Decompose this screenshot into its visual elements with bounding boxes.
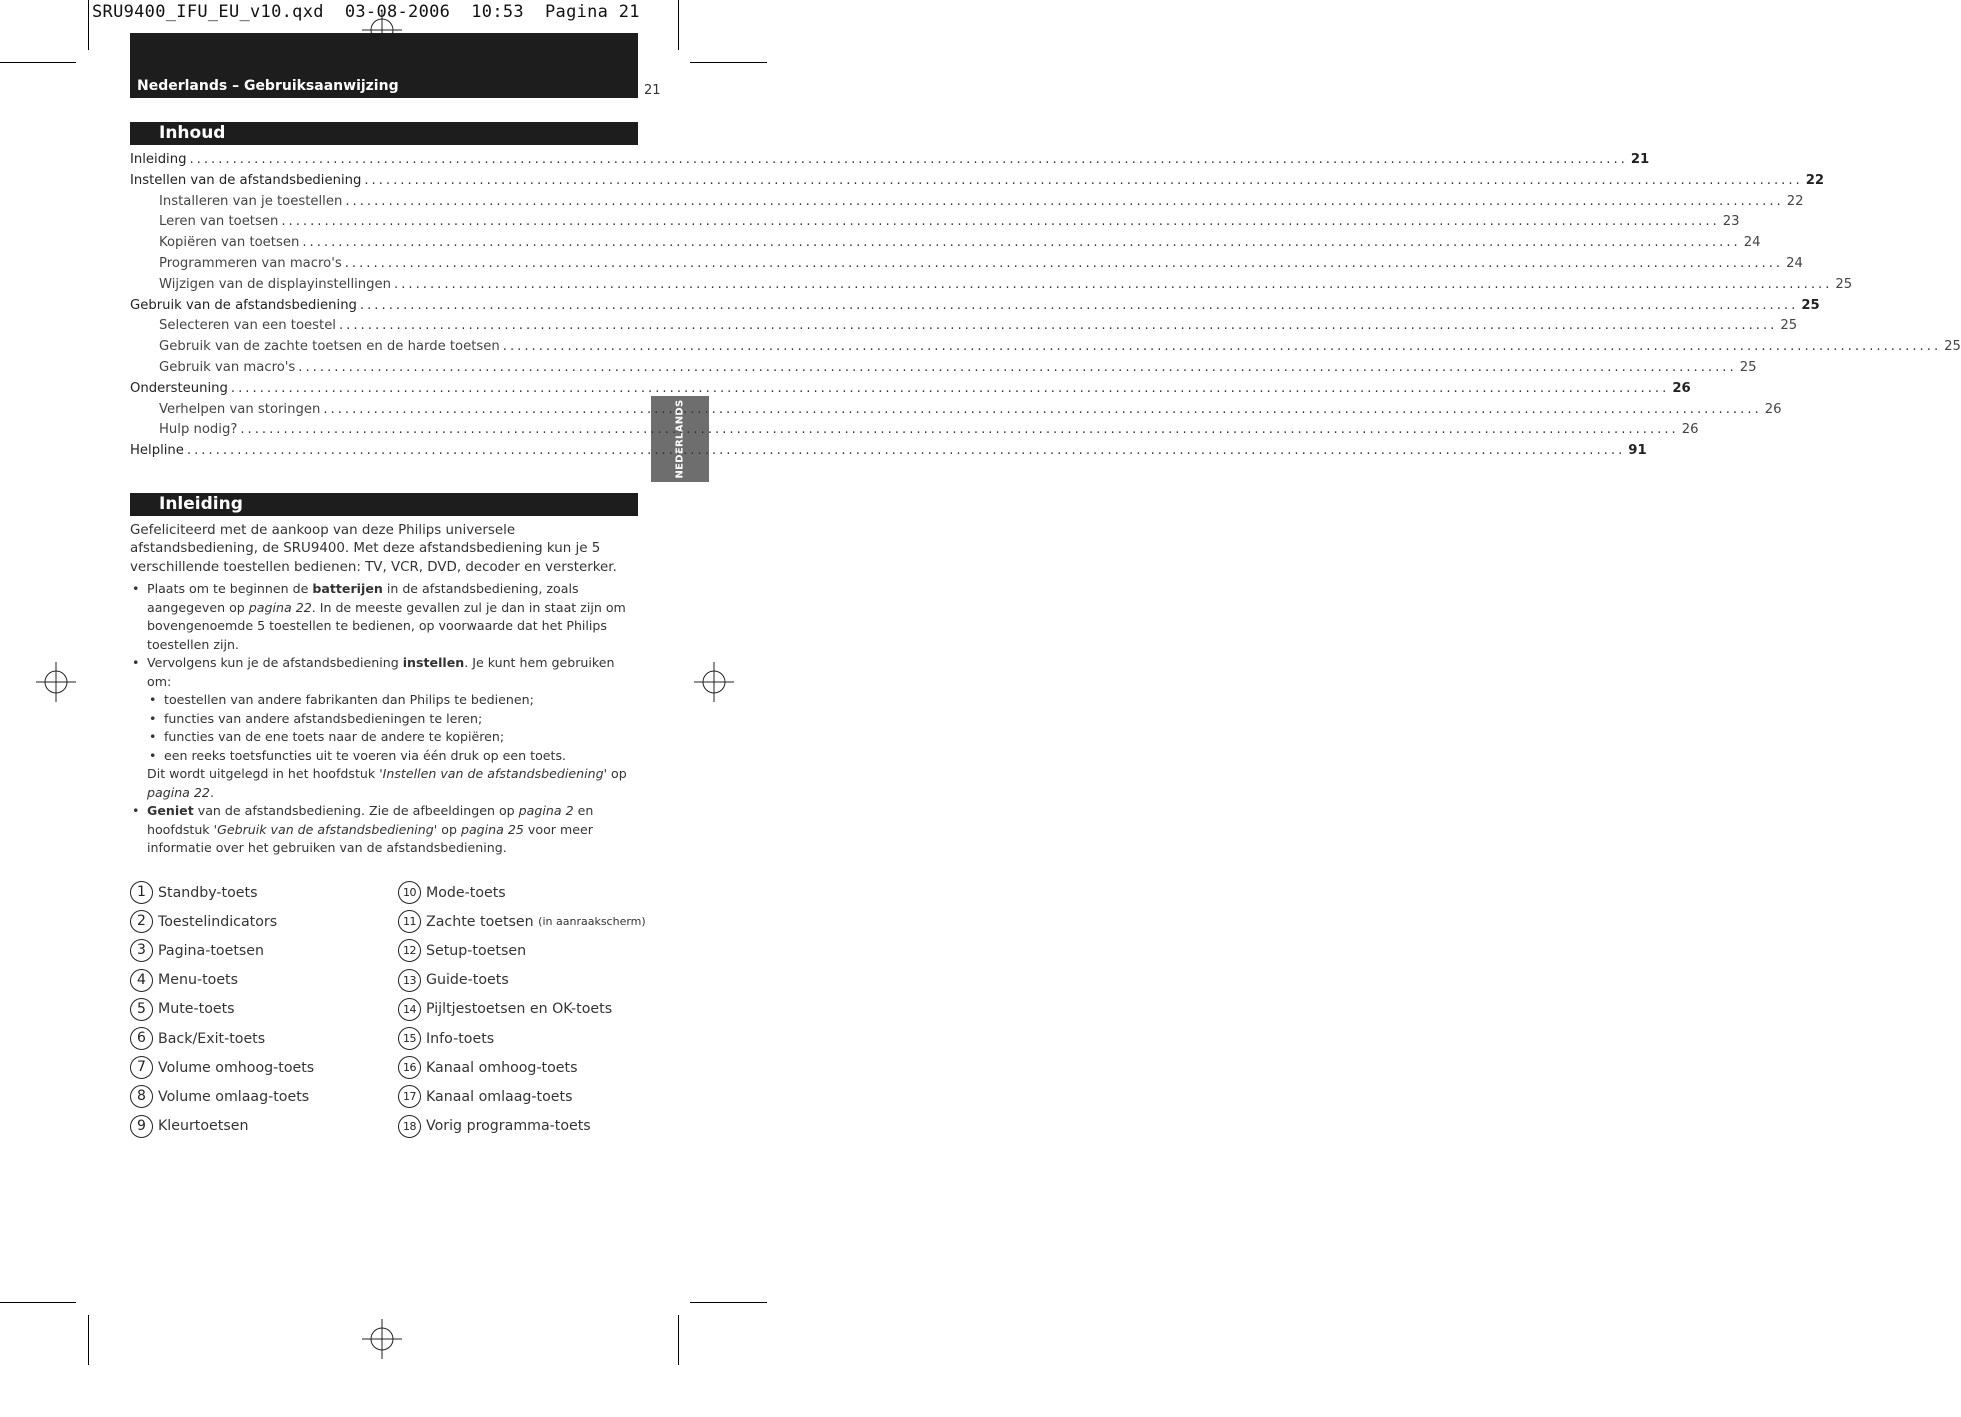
key-number-badge: 16 (398, 1056, 421, 1079)
key-number-badge: 4 (130, 969, 153, 992)
key-legend-item (130, 936, 390, 965)
key-legend-item (130, 907, 390, 936)
header-title: Nederlands – Gebruiksaanwijzing (137, 78, 399, 94)
toc-leader-dots: ........................................................................................................................................................................................................ (502, 339, 1942, 355)
toc-leader-dots: ........................................................................................................................................................................................................ (323, 401, 1762, 417)
crop-mark (690, 62, 767, 63)
toc-leader-dots: ........................................................................................................................................................................................................ (230, 380, 1670, 396)
crop-mark (678, 0, 679, 50)
sub-bullet: • een reeks toetsfuncties uit te voeren via één druk op een toets. (130, 747, 638, 766)
inleiding-heading-bar (130, 493, 638, 516)
toc-entry (130, 339, 1961, 360)
key-legend-label: Back/Exit-toets (158, 1030, 266, 1047)
toc-entry (130, 193, 1804, 215)
key-legend-label: Menu-toets (158, 972, 238, 989)
toc-entry-page: 22 (1786, 193, 1804, 209)
key-legend-label: Mode-toets (426, 884, 506, 901)
page-number: 21 (644, 83, 661, 98)
crop-mark (88, 1315, 89, 1365)
toc-leader-dots: ........................................................................................................................................................................................................ (344, 255, 1784, 271)
toc-entry-label: Inleiding (130, 152, 187, 167)
crop-mark (0, 62, 76, 63)
key-legend-item (398, 1053, 643, 1082)
toc-entry (130, 380, 1691, 402)
key-legend-label: Mute-toets (158, 1001, 235, 1018)
crop-mark (678, 1315, 679, 1365)
key-legend-label: Zachte toetsen (426, 913, 534, 930)
toc-entry-page: 25 (1780, 318, 1798, 334)
toc-leader-dots: ........................................................................................................................................................................................................ (394, 276, 1833, 292)
crop-mark (0, 1302, 76, 1303)
toc-entry-page: 24 (1786, 255, 1803, 271)
key-legend-item (398, 907, 646, 936)
key-number-badge: 17 (398, 1085, 421, 1108)
key-legend-item (130, 1053, 390, 1082)
toc-entry (130, 359, 1757, 381)
inleiding-heading: Inleiding (159, 494, 243, 514)
key-legend-item (130, 966, 390, 995)
key-number-badge: 1 (130, 881, 153, 904)
registration-mark-icon (362, 1319, 402, 1359)
key-number-badge: 11 (398, 910, 421, 933)
toc-entry-label: Hulp nodig? (159, 422, 238, 438)
toc-entry-page: 91 (1628, 443, 1647, 459)
bullet-setup: • Vervolgens kun je de afstandsbediening instellen. Je kunt hem gebruiken om: (130, 654, 638, 691)
toc-leader-dots: ........................................................................................................................................................................................................ (302, 235, 1741, 251)
crop-mark (88, 0, 89, 50)
key-legend-left (130, 878, 390, 1141)
toc-heading: Inhoud (159, 123, 226, 143)
key-legend-item (398, 1082, 643, 1111)
toc-entry-page: 25 (1835, 276, 1853, 292)
toc-entry-label: Programmeren van macro's (159, 255, 342, 271)
key-legend-label: Info-toets (426, 1030, 495, 1047)
key-legend-label: Toestelindicators (158, 913, 278, 930)
key-number-badge: 14 (398, 998, 421, 1021)
key-legend-label: Kanaal omlaag-toets (426, 1088, 573, 1105)
key-number-badge: 9 (130, 1115, 153, 1138)
key-legend-label: Pagina-toetsen (158, 942, 265, 959)
key-number-badge: 13 (398, 969, 421, 992)
intro-paragraph: Gefeliciteerd met de aankoop van deze Philips universele afstandsbediening, de SRU9400. Met deze afstandsbediening kun je 5 verschillende toestellen bedienen: TV, VCR, DVD, decoder en versterker. (130, 523, 617, 575)
toc-entry-page: 26 (1764, 401, 1782, 417)
sub-bullet: • toestellen van andere fabrikanten dan Philips te bedienen; (130, 691, 638, 710)
toc-leader-dots: ........................................................................................................................................................................................................ (359, 297, 1799, 313)
toc-entry-page: 22 (1805, 172, 1825, 188)
toc-entry (130, 401, 1782, 423)
toc-leader-dots: ........................................................................................................................................................................................................ (189, 152, 1628, 167)
toc-leader-dots: ........................................................................................................................................................................................................ (345, 193, 1784, 209)
toc-leader-dots: ........................................................................................................................................................................................................ (298, 359, 1737, 375)
key-legend-item (130, 1082, 390, 1111)
toc-entry (130, 214, 1740, 235)
toc-entry-page: 21 (1630, 152, 1650, 167)
key-legend-item (130, 995, 390, 1024)
key-number-badge: 10 (398, 881, 421, 904)
key-legend-label: Vorig programma-toets (426, 1118, 591, 1135)
key-legend-item (130, 878, 390, 907)
key-legend-label: Standby-toets (158, 884, 258, 901)
toc-entry-page: 23 (1722, 214, 1740, 230)
toc-entry-page: 24 (1743, 235, 1761, 251)
toc-heading-bar (130, 122, 638, 145)
key-legend-item (398, 966, 643, 995)
toc-entry (130, 255, 1803, 277)
language-tab-label: NEDERLANDS (674, 399, 686, 479)
toc-entry-page: 25 (1801, 297, 1820, 313)
key-legend-label: Kleurtoetsen (158, 1118, 249, 1135)
toc-entry (130, 152, 1650, 173)
toc-leader-dots: ........................................................................................................................................................................................................ (240, 422, 1679, 438)
key-legend-label: Setup-toetsen (426, 942, 527, 959)
registration-mark-icon (694, 662, 734, 702)
intro-bullets (130, 580, 638, 858)
key-number-badge: 18 (398, 1115, 421, 1138)
page-header (130, 33, 638, 98)
crop-mark (690, 1302, 767, 1303)
key-legend-item (398, 878, 643, 907)
key-number-badge: 2 (130, 910, 153, 933)
bullet-batteries: • Plaats om te beginnen de batterijen in de afstandsbediening, zoals aangegeven op pagina 22. In de meeste gevallen zul je dan in staat zijn om bovengenoemde 5 toestellen te bedienen, op voorwaarde dat het Philips toestellen zijn. (130, 580, 638, 654)
toc-entry-label: Ondersteuning (130, 380, 228, 396)
toc-entry (130, 235, 1761, 256)
key-legend-label: Volume omlaag-toets (158, 1088, 310, 1105)
key-number-badge: 8 (130, 1085, 153, 1108)
toc-leader-dots: ........................................................................................................................................................................................................ (186, 443, 1626, 459)
toc-entry (130, 422, 1699, 443)
toc-entry-label: Selecteren van een toestel (159, 318, 336, 334)
key-legend-item (130, 1112, 390, 1141)
key-legend-label: Kanaal omhoog-toets (426, 1059, 578, 1076)
toc-entry-page: 26 (1672, 380, 1691, 396)
key-number-badge: 5 (130, 998, 153, 1021)
sub-bullet: • functies van andere afstandsbedieningen te leren; (130, 710, 638, 729)
toc-entry (130, 172, 1825, 194)
toc-entry-label: Gebruik van de zachte toetsen en de harde toetsen (159, 339, 500, 355)
key-legend-item (398, 936, 643, 965)
key-legend-label: Guide-toets (426, 972, 509, 989)
sub-bullet: • functies van de ene toets naar de andere te kopiëren; (130, 728, 638, 747)
key-number-badge: 3 (130, 939, 153, 962)
toc-entry (130, 443, 1647, 464)
key-legend-label: Pijltjestoetsen en OK-toets (426, 1001, 613, 1018)
toc-leader-dots: ........................................................................................................................................................................................................ (364, 172, 1803, 188)
key-legend-item (398, 1112, 643, 1141)
setup-continuation: Dit wordt uitgelegd in het hoofdstuk 'Instellen van de afstandsbediening' op pagina 22. (147, 766, 627, 800)
key-legend-item (398, 995, 643, 1024)
toc-entry-label: Gebruik van macro's (159, 359, 296, 375)
key-legend-right (398, 878, 646, 1141)
toc-entry (130, 276, 1853, 298)
toc-entry-label: Verhelpen van storingen (159, 401, 321, 417)
key-legend-label: Volume omhoog-toets (158, 1059, 315, 1076)
toc-entry-label: Instellen van de afstandsbediening (130, 172, 362, 188)
toc-entry-label: Helpline (130, 443, 184, 459)
toc-entry-label: Wijzigen van de displayinstellingen (159, 276, 392, 292)
key-legend-note: (in aanraakscherm) (538, 915, 646, 929)
toc-entry-label: Installeren van je toestellen (159, 193, 343, 209)
toc-entry-page: 25 (1739, 359, 1757, 375)
toc-entry-label: Leren van toetsen (159, 214, 279, 230)
toc-entry (130, 297, 1820, 319)
printer-slug: SRU9400_IFU_EU_v10.qxd 03-08-2006 10:53 Pagina 21 (92, 2, 640, 22)
toc-entry-label: Gebruik van de afstandsbediening (130, 297, 357, 313)
key-legend-item (398, 1024, 643, 1053)
key-legend-item (130, 1024, 390, 1053)
key-number-badge: 12 (398, 939, 421, 962)
toc-entry (130, 318, 1798, 339)
key-number-badge: 15 (398, 1027, 421, 1050)
key-number-badge: 6 (130, 1027, 153, 1050)
toc-entry-page: 25 (1944, 339, 1961, 355)
bullet-enjoy: • Geniet van de afstandsbediening. Zie de afbeeldingen op pagina 2 en hoofdstuk 'Gebruik van de afstandsbediening' op pagina 25 voor meer informatie over het gebruiken van de afstandsbediening. (130, 802, 638, 858)
key-number-badge: 7 (130, 1056, 153, 1079)
toc-entry-page: 26 (1681, 422, 1699, 438)
registration-mark-icon (36, 662, 76, 702)
toc-leader-dots: ........................................................................................................................................................................................................ (281, 214, 1720, 230)
toc-leader-dots: ........................................................................................................................................................................................................ (338, 318, 1778, 334)
toc-entry-label: Kopiëren van toetsen (159, 235, 300, 251)
